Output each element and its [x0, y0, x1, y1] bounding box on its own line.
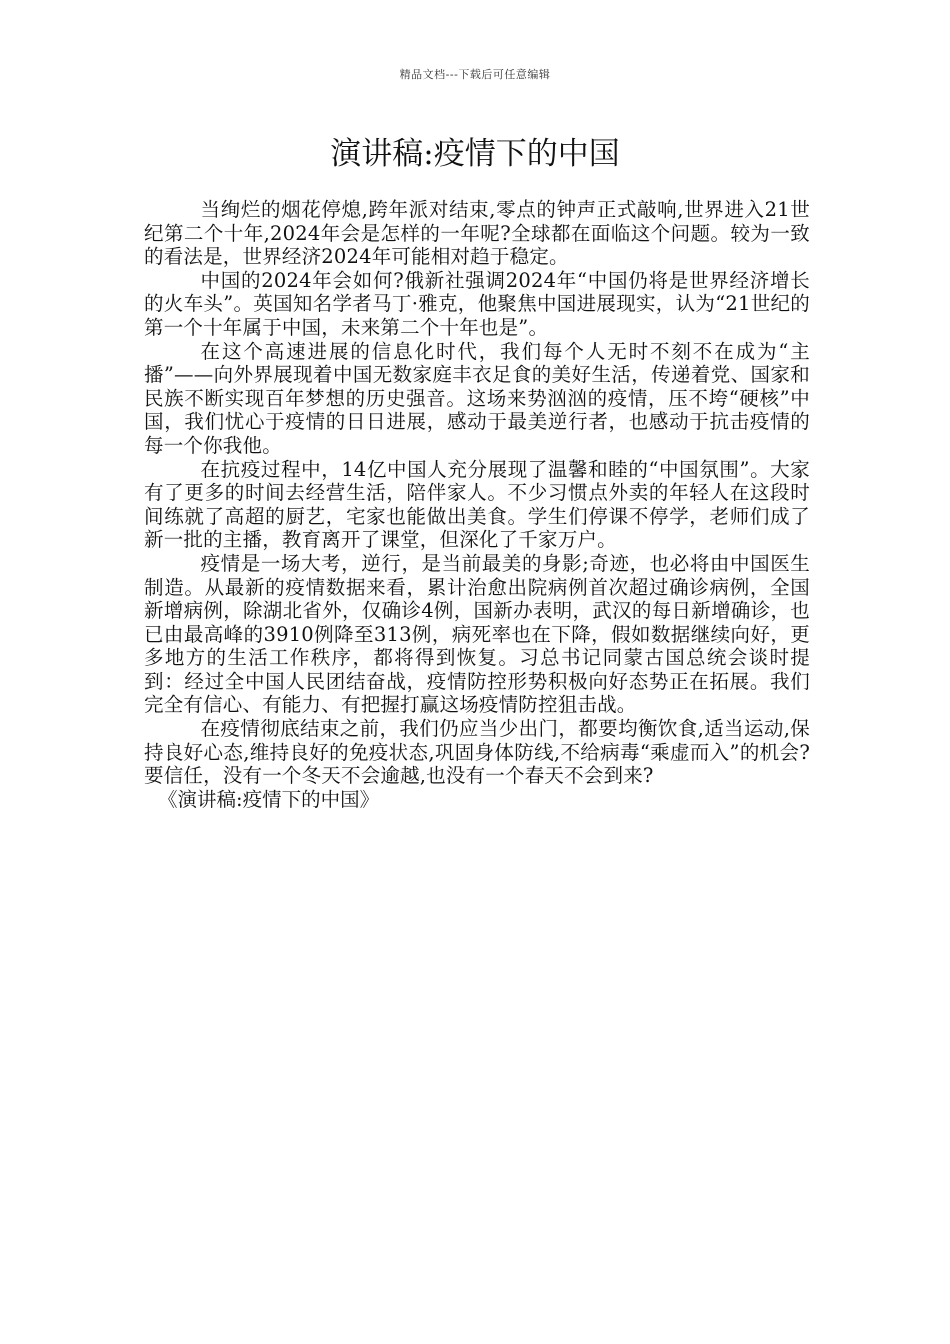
paragraph-1: 当绚烂的烟花停熄,跨年派对结束,零点的钟声正式敲响,世界进入21世纪第二个十年,2024年会是怎样的一年呢?全球都在面临这个问题。较为一致的看法是，世界经济2024年可能相对趋于稳定。 [144, 198, 810, 269]
paragraph-5: 疫情是一场大考，逆行，是当前最美的身影;奇迹，也必将由中国医生制造。从最新的疫情数据来看，累计治愈出院病例首次超过确诊病例，全国新增病例，除湖北省外，仅确诊4例，国新办表明，武汉的每日新增确诊，也已由最高峰的3910例降至313例，病死率也在下降，假如数据继续向好，更多地方的生活工作秩序，都将得到恢复。习总书记同蒙古国总统会谈时提到：经过全中国人民团结奋战，疫情防控形势积极向好态势正在拓展。我们完全有信心、有能力、有把握打赢这场疫情防控狙击战。 [144, 551, 810, 717]
paragraph-6: 在疫情彻底结束之前，我们仍应当少出门，都要均衡饮食,适当运动,保持良好心态,维持良好的免疫状态,巩固身体防线,不给病毒“乘虚而入”的机会?要信任，没有一个冬天不会逾越,也没有一个春天不会到来? [144, 717, 810, 788]
document-footer-reference: 《演讲稿:疫情下的中国》 [158, 787, 380, 811]
paragraph-4: 在抗疫过程中，14亿中国人充分展现了温馨和睦的“中国氛围”。大家有了更多的时间去经营生活，陪伴家人。不少习惯点外卖的年轻人在这段时间练就了高超的厨艺，宅家也能做出美食。学生们停课不停学，老师们成了新一批的主播，教育离开了课堂，但深化了千家万户。 [144, 457, 810, 552]
document-title: 演讲稿:疫情下的中国 [330, 136, 620, 172]
header-note: 精品文档---下载后可任意编辑 [399, 68, 551, 81]
document-body [144, 198, 810, 811]
paragraph-3: 在这个高速进展的信息化时代，我们每个人无时不刻不在成为“主播”——向外界展现着中国无数家庭丰衣足食的美好生活，传递着党、国家和民族不断实现百年梦想的历史强音。这场来势汹汹的疫情，压不垮“硬核”中国，我们忧心于疫情的日日进展，感动于最美逆行者，也感动于抗击疫情的每一个你我他。 [144, 339, 810, 457]
paragraph-2: 中国的2024年会如何?俄新社强调2024年“中国仍将是世界经济增长的火车头”。英国知名学者马丁·雅克，他聚焦中国进展现实，认为“21世纪的第一个十年属于中国，未来第二个十年也是”。 [144, 268, 810, 339]
